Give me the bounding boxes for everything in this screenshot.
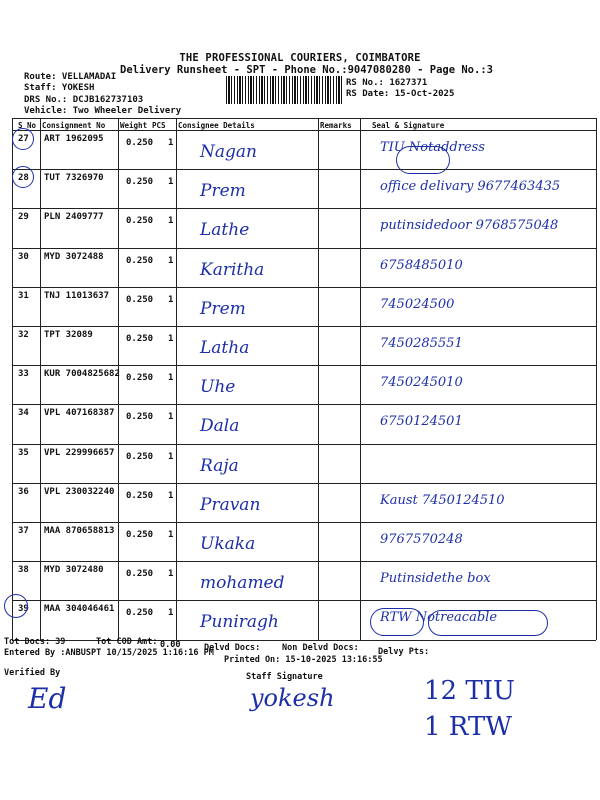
printed-on: Printed On: 15-10-2025 13:16:55 [224, 655, 383, 665]
row-sno: 31 [18, 290, 29, 301]
row-pcs: 1 [168, 177, 174, 188]
table-rule [12, 326, 596, 327]
table-rule [12, 130, 596, 131]
rs-number: RS No.: 1627371 [346, 78, 428, 88]
row-consignee: Latha [200, 338, 250, 358]
row-consignee: Uhe [200, 377, 236, 398]
table-rule [12, 522, 596, 523]
tally-rtw: 1 RTW [424, 712, 512, 742]
drs-number: DRS No.: DCJB162737103 [24, 95, 144, 105]
table-column-rule [40, 118, 41, 640]
table-rule [12, 248, 596, 249]
tiu-stamp [396, 146, 450, 174]
table-rule [12, 404, 596, 405]
entered-by: Entered By :ANBUSPT 10/15/2025 1:16:16 PM [4, 648, 214, 658]
row-sno: 29 [18, 212, 29, 223]
delivered-docs: Delvd Docs: [204, 643, 261, 653]
row-pcs: 1 [168, 216, 174, 227]
row-weight: 0.250 [126, 216, 154, 227]
row-weight: 0.250 [126, 177, 154, 188]
table-rule [12, 169, 596, 170]
row-sno: 38 [18, 565, 29, 576]
delivery-points: Delvy Pts: [378, 647, 430, 657]
total-docs: Tot Docs: 39 [4, 637, 66, 647]
row-consignment-no: PLN 2409777 [44, 212, 104, 223]
row-consignment-no: VPL 230032240 [44, 486, 115, 497]
row-28-circle [12, 166, 34, 188]
row-seal-signature: Putinsidethe box [380, 571, 491, 587]
company-title: THE PROFESSIONAL COURIERS, COIMBATORE [179, 52, 421, 64]
row-seal-signature: 7450285551 [380, 336, 463, 351]
col-sno: S No [18, 121, 37, 130]
notreacable-box [428, 610, 548, 636]
row-sno: 39 [18, 604, 29, 615]
row-pcs: 1 [168, 569, 174, 580]
row-pcs: 1 [168, 138, 174, 148]
row-consignee: Karitha [200, 259, 265, 280]
runsheet-subtitle: Delivery Runsheet - SPT - Phone No.:9047080280 - Page No.:3 [120, 64, 493, 76]
row-pcs: 1 [168, 294, 174, 305]
row-weight: 0.250 [126, 334, 154, 344]
row-consignment-no: VPL 407168387 [44, 408, 115, 419]
row-weight: 0.250 [126, 608, 154, 619]
row-weight: 0.250 [126, 569, 154, 580]
row-pcs: 1 [168, 334, 174, 344]
row-39-circle [4, 594, 28, 618]
row-sno: 37 [18, 526, 29, 536]
row-weight: 0.250 [126, 451, 154, 462]
row-weight: 0.250 [126, 490, 154, 501]
row-consignee: Pravan [200, 494, 261, 515]
row-weight: 0.250 [126, 412, 154, 423]
barcode [226, 76, 342, 104]
row-seal-signature: Kaust 7450124510 [380, 492, 505, 508]
table-rule [12, 208, 596, 209]
verified-by-label: Verified By [4, 668, 61, 678]
row-consignment-no: ART 1962095 [44, 134, 104, 144]
row-seal-signature: putinsidedoor 9768575048 [380, 218, 559, 234]
row-seal-signature: 7450245010 [380, 375, 463, 391]
row-seal-signature: TIU Notaddress [380, 140, 485, 155]
row-seal-signature: 6750124501 [380, 414, 463, 430]
row-consignment-no: TUT 7326970 [44, 173, 104, 184]
total-cod-label: Tot COD Amt: [96, 637, 158, 647]
row-consignee: Nagan [200, 142, 257, 162]
row-consignee: Dala [200, 416, 240, 437]
row-consignment-no: TNJ 11013637 [44, 290, 110, 301]
tally-tiu: 12 TIU [424, 676, 515, 706]
col-consignee: Consignee Details [178, 121, 255, 130]
row-sno: 28 [18, 173, 29, 184]
row-consignment-no: MAA 304046461 [44, 604, 115, 615]
staff-signature: yokesh [250, 684, 335, 712]
route-label: Route: VELLAMADAI [24, 72, 117, 82]
rtw-stamp [370, 608, 424, 636]
table-rule [12, 444, 596, 445]
row-weight: 0.250 [126, 530, 154, 540]
table-rule [12, 600, 596, 601]
staff-signature-label: Staff Signature [246, 672, 323, 682]
row-consignee: Prem [200, 181, 246, 202]
total-cod-value: 0.00 [160, 640, 181, 650]
row-seal-signature: RTW Notreacable [380, 610, 498, 626]
table-column-rule [596, 118, 597, 640]
row-pcs: 1 [168, 373, 174, 384]
row-sno: 34 [18, 408, 29, 419]
row-consignment-no: VPL 229996657 [44, 447, 115, 458]
vehicle-label: Vehicle: Two Wheeler Delivery [24, 106, 182, 116]
row-consignee: Puniragh [200, 612, 279, 633]
row-consignee: Ukaka [200, 534, 256, 554]
row-consignment-no: MYD 3072480 [44, 565, 104, 576]
row-sno: 36 [18, 486, 29, 497]
verifier-signature: Ed [28, 682, 67, 715]
rs-date: RS Date: 15-Oct-2025 [346, 89, 455, 99]
table-rule [12, 561, 596, 562]
table-rule [12, 118, 596, 119]
row-sno: 27 [18, 134, 29, 144]
row-consignee: Lathe [200, 220, 250, 241]
row-consignee: Prem [200, 298, 246, 319]
table-rule [12, 287, 596, 288]
table-column-rule [318, 118, 319, 640]
row-pcs: 1 [168, 530, 174, 540]
table-rule [12, 483, 596, 484]
row-pcs: 1 [168, 451, 174, 462]
table-column-rule [12, 118, 13, 640]
staff-label: Staff: YOKESH [24, 83, 95, 93]
row-pcs: 1 [168, 490, 174, 501]
row-sno: 30 [18, 251, 29, 262]
row-weight: 0.250 [126, 294, 154, 305]
row-consignment-no: MAA 870658813 [44, 526, 115, 536]
row-pcs: 1 [168, 608, 174, 619]
col-remarks: Remarks [320, 121, 352, 130]
row-seal-signature: office delivary 9677463435 [380, 179, 561, 195]
row-seal-signature: 9767570248 [380, 532, 463, 547]
row-consignment-no: TPT 32089 [44, 330, 93, 340]
table-rule [12, 365, 596, 366]
row-pcs: 1 [168, 255, 174, 266]
col-seal: Seal & Signature [372, 121, 445, 130]
row-sno: 32 [18, 330, 29, 340]
col-pcs: PCS [152, 121, 166, 130]
row-consignment-no: MYD 3072488 [44, 251, 104, 262]
col-consignment: Consignment No [42, 121, 106, 130]
row-consignee: mohamed [200, 573, 285, 594]
row-consignment-no: KUR 7004825682 [44, 369, 120, 380]
row-weight: 0.250 [126, 138, 154, 148]
row-seal-signature: 745024500 [380, 296, 455, 312]
non-delivered-docs: Non Delvd Docs: [282, 643, 359, 653]
row-sno: 35 [18, 447, 29, 458]
table-column-rule [176, 118, 177, 640]
col-weight: Weight [120, 121, 148, 130]
row-seal-signature: 6758485010 [380, 257, 463, 273]
row-weight: 0.250 [126, 373, 154, 384]
row-27-circle [12, 128, 34, 150]
row-consignee: Raja [200, 455, 239, 476]
row-weight: 0.250 [126, 255, 154, 266]
row-pcs: 1 [168, 412, 174, 423]
row-sno: 33 [18, 369, 29, 380]
table-column-rule [360, 118, 361, 640]
